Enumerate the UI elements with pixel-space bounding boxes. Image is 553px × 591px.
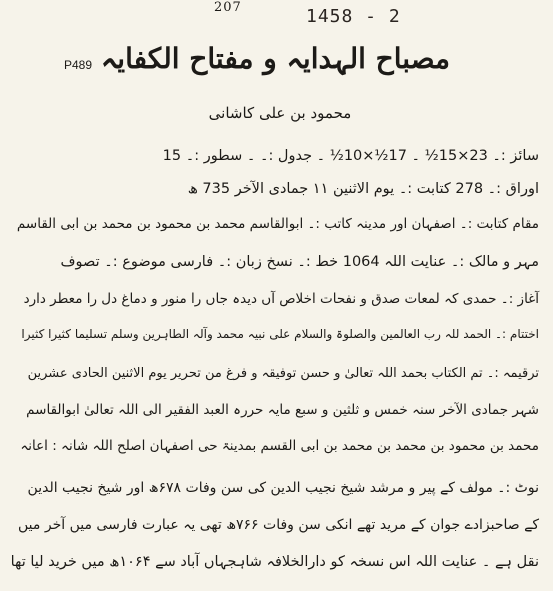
beginning-line: آغاز :۔ حمدی کہ لمعات صدق و نفحات اخلاص آں دیدہ جاں را منور و دماغ دل را معطر دارد — [23, 291, 539, 307]
size-line: سائز :۔ 23×15½ ۔ 17½×10½ ۔ جدول :۔ ۔ سطور :۔ 15 — [162, 148, 539, 164]
reference-number: 1458 - 2 — [306, 6, 401, 27]
place-line: مقام کتابت :۔ اصفہان اور مدینہ کاتب :۔ ابوالقاسم محمد بن محمود بن محمد بن ابی القاسم — [16, 216, 539, 232]
note-line: نقل ہے ۔ عنایت اللہ اس نسخہ کو دارالخلافہ شاہجہاں آباد سے ۱۰۶۴ھ میں خرید لیا تھا — [10, 554, 539, 570]
folios-line: اوراق :۔ 278 کتابت :۔ یوم الاثنین ۱۱ جمادی الآخر 735 ھ — [187, 181, 539, 197]
call-number: P489 — [64, 58, 93, 72]
note-line: کے صاحبزادے جوان کے مرید تھے انکی سن وفات ۷۶۶ھ تھی یہ عبارت فارسی میں آخر میں — [18, 517, 539, 533]
owner-line: مہر و مالک :۔ عنایت اللہ 1064 خط :۔ نسخ زبان :۔ فارسی موضوع :۔ تصوف — [60, 254, 539, 270]
colophon-line: محمد بن محمود بن محمد بن محمد بن ابی القسم بمدینۃ حی اصفہان اصلح اللہ شانہ : اعانہ — [20, 438, 539, 454]
colophon-line: شہر جمادی الآخر سنہ خمس و ثلثین و سبع مایہ حررہ العبد الفقیر الی اللہ تعالیٰ ابوالقاسم — [26, 402, 539, 418]
page-number: 207 — [214, 0, 242, 15]
note-line: نوٹ :۔ مولف کے پیر و مرشد شیخ نجیب الدین کی سن وفات ۶۷۸ھ اور شیخ نجیب الدین — [27, 480, 539, 496]
colophon-line: ترقیمہ :۔ تم الکتاب بحمد اللہ تعالیٰ و حسن توفیقہ و فرغ من تحریر یوم الاثنین الحادی عشرین — [27, 366, 539, 381]
ending-line: اختتام :۔ الحمد للہ رب العالمین والصلوۃ والسلام علی نبیہ محمد وآلہ الطاہرین وسلم تسلیما کثیرا کثیرا — [21, 327, 539, 341]
author-name: محمود بن علی کاشانی — [208, 104, 352, 122]
manuscript-title: مصباح الہدایہ و مفتاح الکفایہ — [100, 42, 450, 75]
